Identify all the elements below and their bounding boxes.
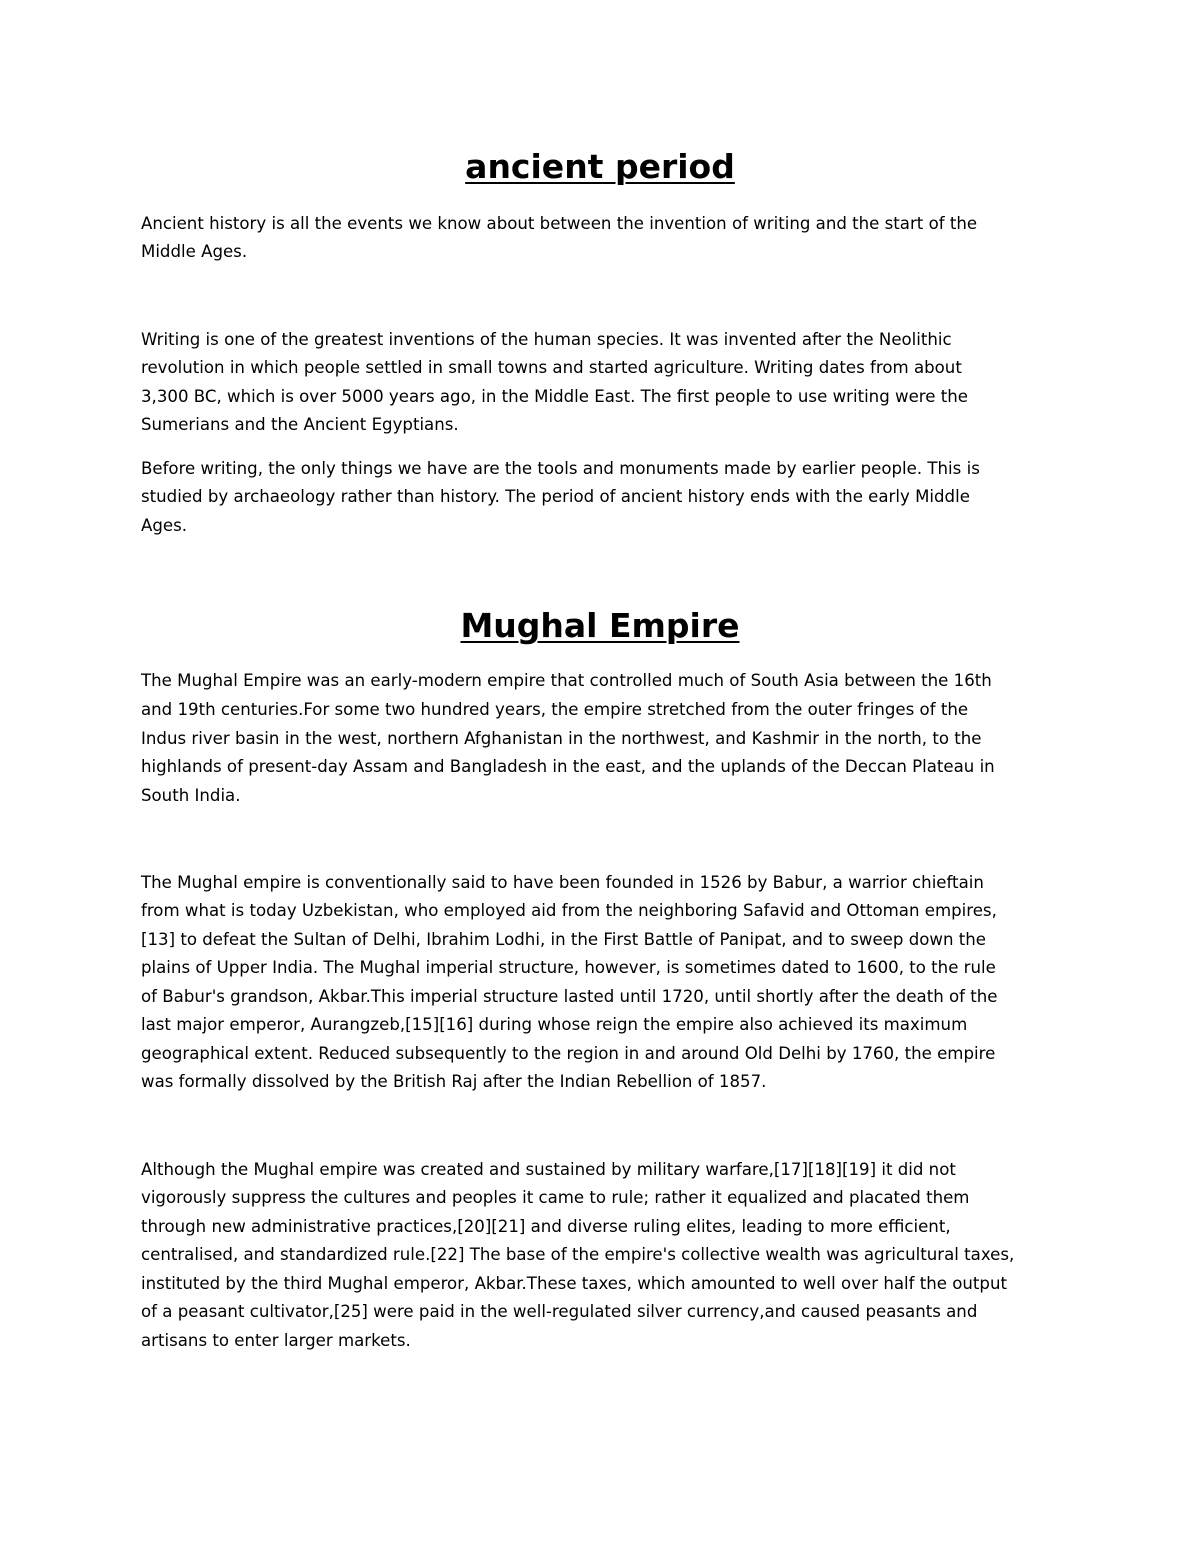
paragraph-line: Indus river basin in the west, northern Afghanistan in the northwest, and Kashmir in the north, to the [141,729,982,748]
paragraph-line: studied by archaeology rather than history. The period of ancient history ends with the early Middle [141,487,970,506]
paragraph-line: highlands of present-day Assam and Bangladesh in the east, and the uplands of the Deccan Plateau in [141,757,995,776]
paragraph-line: geographical extent. Reduced subsequently to the region in and around Old Delhi by 1760, the empire [141,1044,996,1063]
paragraph-line: instituted by the third Mughal emperor, Akbar.These taxes, which amounted to well over half the output [141,1274,1007,1293]
paragraph-line: Ancient history is all the events we know about between the invention of writing and the start of the [141,214,978,233]
paragraph-line: Although the Mughal empire was created and sustained by military warfare,[17][18][19] it did not [141,1160,956,1179]
paragraph-line: Before writing, the only things we have are the tools and monuments made by earlier people. This is [141,459,980,478]
paragraph-line: was formally dissolved by the British Raj after the Indian Rebellion of 1857. [141,1072,767,1091]
paragraph-line: South India. [141,786,241,805]
paragraph-line: Ages. [141,516,188,535]
paragraph-line: artisans to enter larger markets. [141,1331,411,1350]
paragraph-line: and 19th centuries.For some two hundred years, the empire stretched from the outer fringes of the [141,700,969,719]
section-heading-ancient-period: ancient period [465,147,735,186]
paragraph-line: through new administrative practices,[20][21] and diverse ruling elites, leading to more efficient, [141,1217,951,1236]
paragraph-line: centralised, and standardized rule.[22] The base of the empire's collective wealth was agricultural taxes, [141,1245,1015,1264]
paragraph-line: vigorously suppress the cultures and peoples it came to rule; rather it equalized and placated them [141,1188,970,1207]
paragraph-line: from what is today Uzbekistan, who employed aid from the neighboring Safavid and Ottoman empires, [141,901,997,920]
paragraph-line: revolution in which people settled in small towns and started agriculture. Writing dates from about [141,358,962,377]
paragraph-line: plains of Upper India. The Mughal imperial structure, however, is sometimes dated to 1600, to the rule [141,958,996,977]
paragraph-line: of a peasant cultivator,[25] were paid in the well-regulated silver currency,and caused peasants and [141,1302,978,1321]
paragraph-line: The Mughal empire is conventionally said to have been founded in 1526 by Babur, a warrior chieftain [141,873,984,892]
paragraph-line: [13] to defeat the Sultan of Delhi, Ibrahim Lodhi, in the First Battle of Panipat, and to sweep down the [141,930,986,949]
paragraph-line: last major emperor, Aurangzeb,[15][16] during whose reign the empire also achieved its maximum [141,1015,968,1034]
paragraph-line: Middle Ages. [141,242,248,261]
paragraph-line: 3,300 BC, which is over 5000 years ago, in the Middle East. The first people to use writing were the [141,387,968,406]
paragraph-line: Sumerians and the Ancient Egyptians. [141,415,459,434]
section-heading-mughal-empire: Mughal Empire [460,606,740,645]
paragraph-line: of Babur's grandson, Akbar.This imperial structure lasted until 1720, until shortly after the death of the [141,987,998,1006]
paragraph-line: Writing is one of the greatest inventions of the human species. It was invented after the Neolithic [141,330,952,349]
paragraph-line: The Mughal Empire was an early-modern empire that controlled much of South Asia between the 16th [141,671,992,690]
